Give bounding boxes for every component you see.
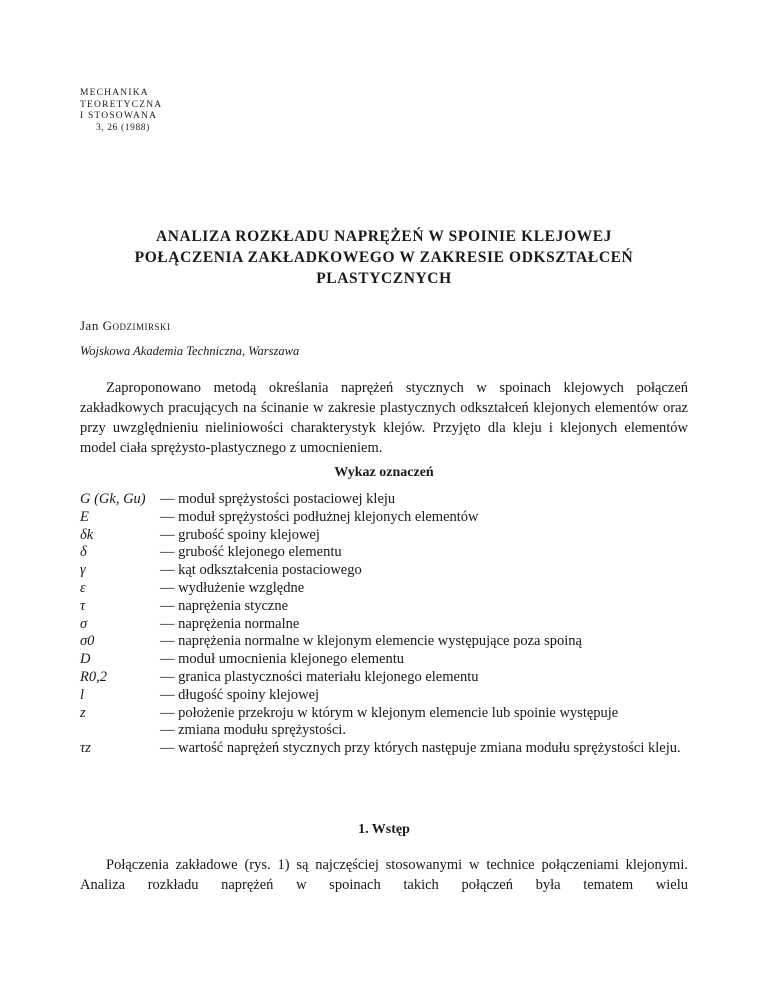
author <box>80 318 170 334</box>
notation-symbol: σ <box>80 615 88 632</box>
title-line1: ANALIZA ROZKŁADU NAPRĘŻEŃ W SPOINIE KLEJOWEJ <box>155 228 613 245</box>
notation-definition: — moduł umocnienia klejonego elementu <box>160 651 405 668</box>
journal-name-line3: I STOSOWANA <box>80 111 158 121</box>
notation-definition: — grubość klejonego elementu <box>160 544 342 561</box>
notation-row <box>80 669 700 687</box>
notation-row <box>80 580 700 598</box>
journal-header <box>80 88 162 134</box>
notation-symbol: ε <box>80 579 86 596</box>
notation-row <box>80 705 700 723</box>
notation-definition: — moduł sprężystości postaciowej kleju <box>160 491 396 507</box>
notation-definition: — naprężenia normalne w klejonym elemencie występujące poza spoiną <box>160 633 582 650</box>
journal-issue: 3, 26 (1988) <box>96 122 150 133</box>
notation-row <box>80 562 700 580</box>
intro-section <box>80 855 688 895</box>
notation-definition: — naprężenia styczne <box>160 597 289 614</box>
notation-row <box>80 633 700 651</box>
notation-definition: — naprężenia normalne <box>160 615 300 632</box>
notation-definition: — kąt odkształcenia postaciowego <box>160 562 362 579</box>
author-first-name: Jan <box>80 318 99 333</box>
notation-symbol: G (Gk, Gu) <box>80 491 146 507</box>
notation-symbol: τ <box>80 597 86 614</box>
journal-name-line1: MECHANIKA <box>80 88 149 98</box>
notation-definition: — grubość spoiny klejowej <box>160 526 320 543</box>
notation-definition: — długość spoiny klejowej <box>160 686 320 703</box>
intro-text: Połączenia zakładowe (rys. 1) są najczęściej stosowanymi w technice połączeniami klejonymi. Analiza rozkładu naprężeń w spoinach takich połączeń była tematem wielu <box>80 857 688 893</box>
notation-list <box>80 491 700 758</box>
affiliation: Wojskowa Akademia Techniczna, Warszawa <box>80 344 300 358</box>
notation-row <box>80 544 700 562</box>
notation-row <box>80 509 700 527</box>
journal-name-line2: TEORETYCZNA <box>80 99 163 110</box>
notation-definition: — wartość naprężeń stycznych przy których następuje zmiana modułu sprężystości kleju. <box>160 740 681 757</box>
notation-row <box>80 598 700 616</box>
title-line2: POŁĄCZENIA ZAKŁADKOWEGO W ZAKRESIE ODKSZTAŁCEŃ <box>134 249 634 266</box>
notation-symbol: l <box>80 686 85 703</box>
notation-symbol: z <box>80 704 86 721</box>
abstract <box>80 378 688 458</box>
notation-symbol: δ <box>80 544 87 561</box>
notation-row <box>80 740 700 758</box>
paper-title <box>0 226 768 289</box>
notation-heading: Wykaz oznaczeń <box>334 465 434 480</box>
notation-definition: — moduł sprężystości podłużnej klejonych elementów <box>160 508 479 525</box>
abstract-text: Zaproponowano metodą określania naprężeń stycznych w spoinach klejowych połączeń zakładkowych pracujących na ścinanie w zakresie plastycznych odkształceń klejonych elementów oraz przy uwzględnieniu nieliniowości charakterystyk klejów. Przyjęto dla kleju i klejonych elementów model ciała sprężysto-plastycznego z umocnieniem. <box>80 380 688 456</box>
notation-row <box>80 616 700 634</box>
title-line3: PLASTYCZNYCH <box>316 270 452 287</box>
notation-row <box>80 687 700 705</box>
intro-heading: 1. Wstęp <box>358 822 410 837</box>
notation-symbol: E <box>80 508 89 525</box>
notation-symbol: τz <box>80 740 91 757</box>
notation-row <box>80 651 700 669</box>
notation-row <box>80 527 700 545</box>
notation-definition: — granica plastyczności materiału klejonego elementu <box>160 668 479 685</box>
notation-definition: — wydłużenie względne <box>160 579 305 596</box>
notation-symbol: R0,2 <box>80 668 107 685</box>
notation-definition: — zmiana modułu sprężystości. <box>160 722 347 739</box>
notation-symbol: σ0 <box>80 633 95 650</box>
notation-symbol: D <box>80 651 91 668</box>
author-last-name: Godzimirski <box>102 318 171 333</box>
notation-symbol: δk <box>80 526 94 543</box>
notation-row <box>80 491 700 509</box>
notation-definition: — położenie przekroju w którym w klejonym elemencie lub spoinie występuje <box>160 704 619 721</box>
notation-symbol <box>80 722 160 740</box>
notation-row <box>80 722 700 740</box>
notation-symbol: γ <box>80 562 86 579</box>
